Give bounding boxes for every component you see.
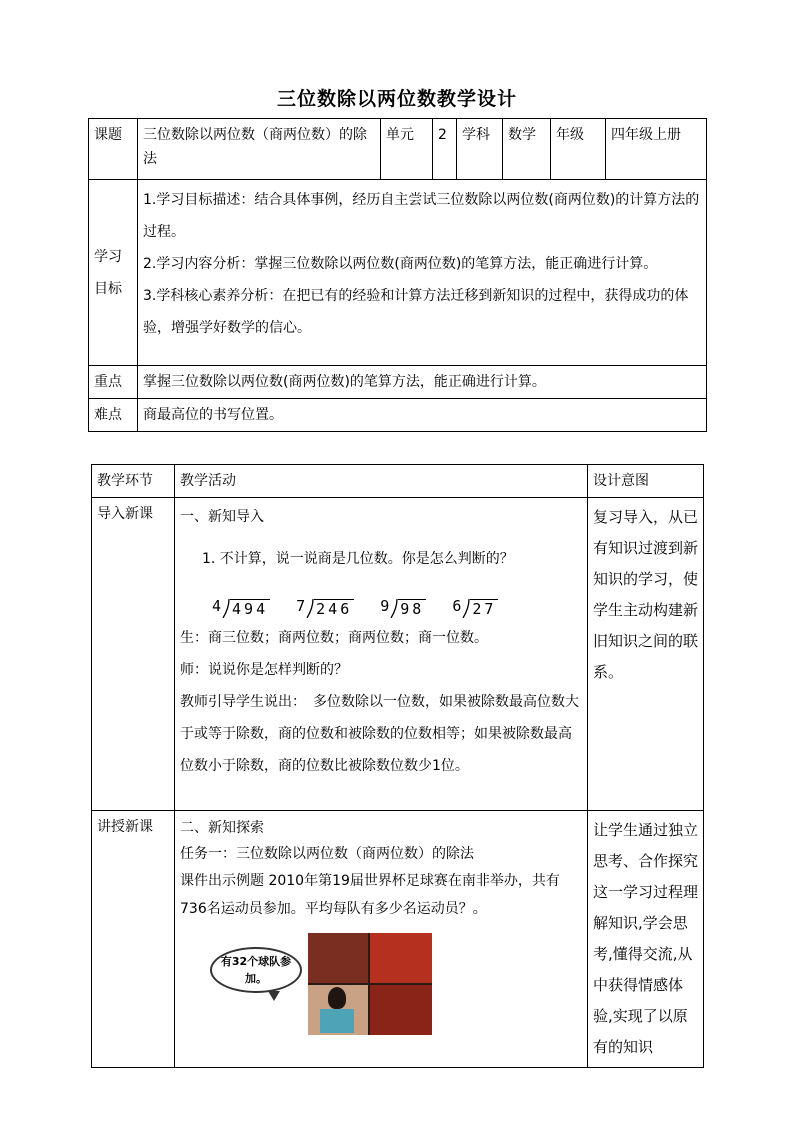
division-bracket-icon — [306, 598, 314, 618]
difficult-value: 商最高位的书写位置。 — [138, 399, 707, 432]
intent-intro — [588, 498, 704, 811]
unit-value: 2 — [433, 119, 457, 180]
activity-new — [175, 811, 588, 1068]
section-heading: 二、新知探索 — [180, 820, 264, 836]
division-item — [212, 594, 270, 618]
intent-new — [588, 811, 704, 1068]
divisor: 6 — [452, 597, 462, 615]
divisor: 7 — [296, 597, 306, 615]
col-stage-header: 教学环节 — [92, 465, 175, 498]
section-heading: 一、新知导入 — [180, 509, 264, 525]
label-key: 重点 — [89, 366, 138, 399]
label-grade: 年级 — [551, 119, 606, 180]
subject-value: 数学 — [503, 119, 551, 180]
course-value: 三位数除以两位数（商两位数）的除法 — [138, 119, 381, 180]
grade-value: 四年级上册 — [606, 119, 707, 180]
division-bracket-icon — [222, 598, 230, 618]
student-answer: 生：商三位数；商两位数；商两位数；商一位数。 — [180, 630, 488, 646]
stage-intro: 导入新课 — [92, 498, 175, 811]
teacher-question: 师：说说你是怎样判断的？ — [180, 662, 348, 678]
goal-item: 1.学习目标描述：结合具体事例，经历自主尝试三位数除以两位数(商两位数)的计算方法的过程。 — [143, 192, 700, 240]
goals-cell — [138, 180, 707, 366]
label-subject: 学科 — [457, 119, 503, 180]
football-photo — [308, 933, 432, 1035]
dividend: 494 — [232, 600, 269, 618]
intro-question: 1. 不计算，说一说商是几位数。你是怎么判断的？ — [202, 551, 514, 567]
label-course: 课题 — [89, 119, 138, 180]
division-examples — [212, 594, 582, 618]
stage-new: 讲授新课 — [92, 811, 175, 1068]
division-item — [380, 594, 426, 618]
division-bracket-icon — [462, 598, 470, 618]
division-item — [296, 594, 354, 618]
intent-text: 复习导入，从已有知识过渡到新知识的学习，使学生主动构建新旧知识之间的联系。 — [593, 508, 699, 681]
dividend: 27 — [472, 600, 497, 618]
label-difficult: 难点 — [89, 399, 138, 432]
label-unit: 单元 — [381, 119, 433, 180]
division-item — [452, 594, 498, 618]
example-illustration — [198, 933, 418, 1037]
speech-bubble: 有32个球队参加。 — [210, 947, 302, 993]
key-value: 掌握三位数除以两位数(商两位数)的笔算方法，能正确进行计算。 — [138, 366, 707, 399]
division-bracket-icon — [390, 598, 398, 618]
task-title: 任务一：三位数除以两位数（商两位数）的除法 — [180, 846, 474, 862]
dividend: 246 — [316, 600, 353, 618]
document-title: 三位数除以两位数教学设计 — [276, 88, 517, 110]
divisor: 4 — [212, 597, 222, 615]
col-activity-header: 教学活动 — [175, 465, 588, 498]
process-table — [91, 464, 704, 1068]
goal-item: 3.学科核心素养分析：在把已有的经验和计算方法迁移到新知识的过程中，获得成功的体验，增强学好数学的信心。 — [143, 288, 689, 336]
example-problem: 课件出示例题 2010年第19届世界杯足球赛在南非举办，共有736名运动员参加。平均每队有多少名运动员？。 — [180, 873, 560, 917]
divisor: 9 — [380, 597, 390, 615]
activity-intro — [175, 498, 588, 811]
info-table — [88, 118, 707, 432]
label-goals: 学习目标 — [89, 180, 138, 366]
col-intent-header: 设计意图 — [588, 465, 704, 498]
intent-text: 让学生通过独立思考、合作探究这一学习过程理解知识,学会思考,懂得交流,从中获得情感体验,实现了以原有的知识 — [593, 821, 699, 1056]
goal-item: 2.学习内容分析：掌握三位数除以两位数(商两位数)的笔算方法，能正确进行计算。 — [143, 256, 658, 272]
teacher-guidance: 教师引导学生说出： 多位数除以一位数，如果被除数最高位数大于或等于除数，商的位数和被除数的位数相等；如果被除数最高位数小于除数，商的位数比被除数位数少1位。 — [180, 694, 579, 774]
dividend: 98 — [400, 600, 425, 618]
bubble-tail — [268, 991, 280, 1001]
